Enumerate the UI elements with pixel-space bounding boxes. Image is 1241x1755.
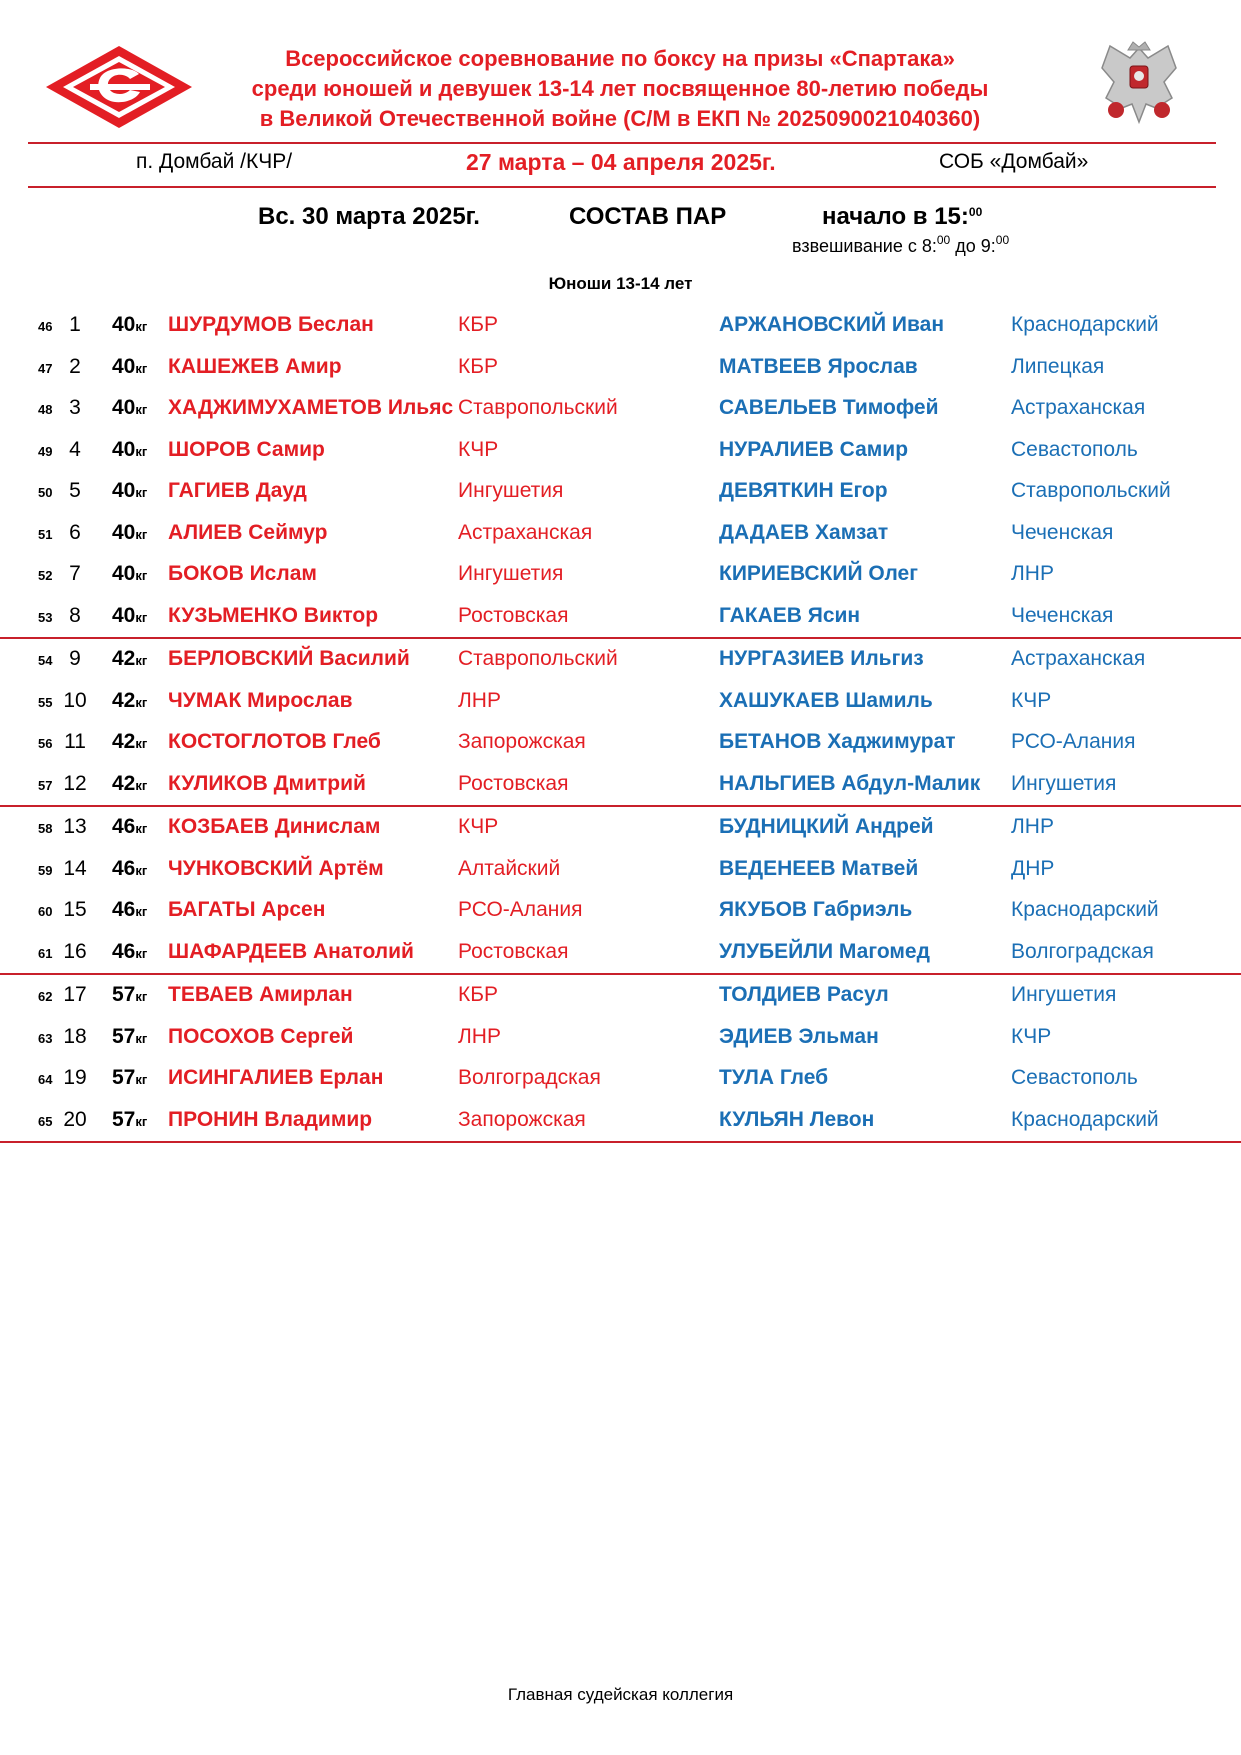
blue-corner-region: Краснодарский: [1011, 898, 1159, 921]
red-corner-region: КБР: [458, 983, 499, 1006]
bout-number: 11: [64, 730, 86, 753]
red-corner-region: Ставропольский: [458, 396, 618, 419]
red-corner-region: РСО-Алания: [458, 898, 583, 921]
blue-corner-region: Липецкая: [1011, 354, 1105, 378]
weight-unit: кг: [135, 904, 148, 919]
red-corner-name: КУЛИКОВ Дмитрий: [168, 771, 366, 795]
blue-corner-name: МАТВЕЕВ Ярослав: [719, 354, 918, 378]
weight-class: [112, 438, 147, 462]
red-corner-region: Ростовская: [458, 771, 569, 795]
bout-id: 54: [38, 653, 53, 668]
bout-row: [0, 1058, 1241, 1100]
red-corner-name: ШАФАРДЕЕВ Анатолий: [168, 939, 414, 963]
weight-value: 42: [112, 771, 136, 795]
blue-corner-name: НАЛЬГИЕВ Абдул-Малик: [719, 771, 981, 795]
weight-value: 42: [112, 688, 136, 712]
event-dates: 27 марта – 04 апреля 2025г.: [466, 149, 776, 175]
blue-corner-region: Краснодарский: [1011, 1107, 1159, 1131]
weight-unit: кг: [135, 945, 148, 961]
weight-value: 46: [112, 898, 136, 921]
weight-unit: кг: [135, 989, 148, 1004]
blue-corner-name: ЭДИЕВ Эльман: [719, 1024, 879, 1048]
bout-id: 61: [38, 945, 53, 961]
red-corner-name: КАШЕЖЕВ Амир: [168, 354, 342, 378]
weight-value: 40: [112, 603, 136, 627]
blue-corner-region: Ингушетия: [1011, 983, 1117, 1006]
red-corner-region: Ростовская: [458, 939, 569, 963]
red-corner-region: Ростовская: [458, 603, 569, 627]
red-corner-name: КУЗЬМЕНКО Виктор: [168, 603, 379, 627]
bout-row: [0, 471, 1241, 513]
blue-corner-region: Севастополь: [1011, 437, 1138, 461]
weight-class: [112, 1108, 147, 1132]
ministry-emblem: [1098, 38, 1180, 130]
blue-corner-region: Краснодарский: [1011, 313, 1159, 336]
bout-number: 2: [69, 354, 81, 378]
bout-number: 14: [63, 856, 87, 880]
blue-corner-region: Ингушетия: [1011, 771, 1117, 795]
title-line-1: Всероссийское соревнование по боксу на призы «Спартака»: [285, 46, 955, 71]
blue-corner-region: Астраханская: [1011, 647, 1146, 670]
bout-number: 10: [63, 688, 87, 712]
weight-unit: кг: [135, 609, 148, 625]
weight-class: [112, 983, 147, 1007]
blue-corner-name: АРЖАНОВСКИЙ Иван: [719, 313, 945, 336]
weight-value: 40: [112, 354, 136, 378]
weight-unit: кг: [135, 653, 148, 668]
weight-unit: кг: [135, 1030, 148, 1046]
location: п. Домбай /КЧР/: [136, 150, 293, 173]
weight-value: 40: [112, 562, 136, 585]
bout-number: 5: [69, 479, 81, 502]
weight-value: 57: [112, 1107, 136, 1131]
bout-id: 62: [38, 989, 53, 1004]
event-title: [190, 44, 1050, 134]
start-minutes: 00: [968, 205, 983, 219]
bout-number: 20: [63, 1107, 87, 1131]
weight-value: 57: [112, 983, 136, 1006]
bout-row: [0, 681, 1241, 723]
weight-unit: кг: [135, 736, 148, 751]
bout-id: 46: [38, 319, 53, 334]
bout-row: [0, 430, 1241, 472]
bout-number: 19: [63, 1066, 87, 1089]
red-corner-region: Ингушетия: [458, 562, 564, 585]
bout-number: 9: [69, 647, 81, 670]
footer: Главная судейская коллегия: [507, 1685, 734, 1704]
bout-id: 47: [38, 360, 53, 376]
bout-row: [0, 513, 1241, 555]
weigh-from-minutes: 00: [936, 233, 951, 247]
start-label: начало в 15:: [822, 203, 969, 230]
blue-corner-name: ЯКУБОВ Габриэль: [719, 898, 913, 921]
blue-corner-name: БУДНИЦКИЙ Андрей: [719, 815, 934, 838]
bout-row: [0, 932, 1241, 976]
red-corner-region: Ставропольский: [458, 647, 618, 670]
red-corner-name: БЕРЛОВСКИЙ Василий: [168, 647, 410, 670]
red-corner-name: КОСТОГЛОТОВ Глеб: [168, 730, 381, 753]
red-corner-name: ИСИНГАЛИЕВ Ерлан: [168, 1066, 384, 1089]
red-corner-region: Запорожская: [458, 730, 586, 753]
bout-id: 52: [38, 568, 53, 583]
session-heading: СОСТАВ ПАР: [569, 203, 727, 230]
blue-corner-name: НУРАЛИЕВ Самир: [719, 437, 909, 461]
weight-value: 40: [112, 396, 136, 419]
weight-value: 40: [112, 313, 136, 336]
blue-corner-region: КЧР: [1011, 688, 1052, 712]
red-corner-name: ЧУМАК Мирослав: [168, 688, 353, 712]
red-corner-name: КОЗБАЕВ Динислам: [168, 815, 381, 838]
red-corner-name: ШУРДУМОВ Беслан: [168, 313, 374, 336]
bout-row: [0, 554, 1241, 596]
blue-corner-name: УЛУБЕЙЛИ Магомед: [719, 939, 930, 963]
bout-row: [0, 764, 1241, 808]
weigh-to: до 9:: [950, 236, 996, 256]
weight-value: 42: [112, 730, 136, 753]
bout-row: [0, 1100, 1241, 1144]
title-line-3: в Великой Отечественной войне (С/М в ЕКП № 2025090021040360): [259, 106, 981, 131]
blue-corner-name: ВЕДЕНЕЕВ Матвей: [719, 856, 919, 880]
weight-class: [112, 940, 147, 964]
red-corner-name: ХАДЖИМУХАМЕТОВ Ильяс: [168, 396, 454, 419]
weight-value: 40: [112, 520, 136, 544]
bout-row: [0, 639, 1241, 681]
weight-value: 46: [112, 815, 136, 838]
weight-class: [112, 647, 147, 671]
blue-corner-name: ТУЛА Глеб: [719, 1066, 829, 1089]
red-corner-name: БОКОВ Ислам: [168, 562, 317, 585]
weight-class: [112, 772, 147, 796]
bout-id: 57: [38, 777, 53, 793]
weight-unit: кг: [135, 821, 148, 836]
bout-row: [0, 1017, 1241, 1059]
category-heading: Юноши 13-14 лет: [548, 274, 693, 293]
weight-class: [112, 689, 147, 713]
bout-number: 15: [63, 898, 87, 921]
weight-value: 46: [112, 856, 136, 880]
red-corner-name: ТЕВАЕВ Амирлан: [168, 983, 353, 1006]
blue-corner-name: БЕТАНОВ Хаджимурат: [719, 730, 956, 753]
weight-class: [112, 898, 147, 922]
bout-row: [0, 849, 1241, 891]
blue-corner-name: ДАДАЕВ Хамзат: [719, 520, 889, 544]
bout-number: 13: [63, 815, 87, 838]
blue-corner-name: КУЛЬЯН Левон: [719, 1107, 875, 1131]
bout-id: 59: [38, 862, 53, 878]
red-corner-name: ЧУНКОВСКИЙ Артём: [168, 856, 384, 880]
blue-corner-region: Астраханская: [1011, 396, 1146, 419]
red-corner-name: ПОСОХОВ Сергей: [168, 1024, 354, 1048]
blue-corner-name: ХАШУКАЕВ Шамиль: [719, 688, 933, 712]
weight-value: 42: [112, 647, 136, 670]
weigh-in-time: [792, 233, 1010, 257]
weight-class: [112, 479, 147, 503]
blue-corner-name: ТОЛДИЕВ Расул: [719, 983, 889, 1006]
bout-id: 65: [38, 1113, 53, 1129]
weight-unit: кг: [135, 360, 148, 376]
blue-corner-region: Чеченская: [1011, 520, 1114, 544]
bout-number: 18: [63, 1024, 87, 1048]
red-corner-region: ЛНР: [458, 1024, 501, 1048]
weight-unit: кг: [135, 777, 148, 793]
bout-row: [0, 305, 1241, 347]
bout-number: 1: [69, 313, 81, 336]
bouts-table: [0, 305, 1241, 1143]
weight-class: [112, 313, 147, 337]
red-corner-region: КЧР: [458, 815, 499, 838]
red-corner-region: КБР: [458, 313, 499, 336]
weight-value: 57: [112, 1066, 136, 1089]
blue-corner-name: НУРГАЗИЕВ Ильгиз: [719, 647, 924, 670]
bout-number: 16: [63, 939, 87, 963]
bout-id: 50: [38, 485, 53, 500]
weight-unit: кг: [135, 694, 148, 710]
blue-corner-name: ГАКАЕВ Ясин: [719, 603, 861, 627]
bout-number: 12: [63, 771, 87, 795]
bout-number: 4: [69, 437, 81, 461]
weight-class: [112, 1025, 147, 1049]
blue-corner-region: Севастополь: [1011, 1066, 1138, 1089]
blue-corner-region: Ставропольский: [1011, 479, 1171, 502]
blue-corner-region: Волгоградская: [1011, 939, 1154, 963]
weight-class: [112, 396, 147, 420]
weight-class: [112, 857, 147, 881]
blue-corner-name: САВЕЛЬЕВ Тимофей: [719, 396, 939, 419]
weight-unit: кг: [135, 319, 148, 334]
weight-value: 46: [112, 939, 136, 963]
blue-corner-region: РСО-Алания: [1011, 730, 1136, 753]
venue: СОБ «Домбай»: [939, 150, 1089, 173]
bout-id: 48: [38, 402, 53, 417]
red-corner-region: Алтайский: [458, 856, 561, 880]
spartak-logo: [44, 44, 194, 130]
weight-class: [112, 562, 147, 586]
weight-unit: кг: [135, 443, 148, 459]
weight-unit: кг: [135, 1113, 148, 1129]
bout-id: 58: [38, 821, 53, 836]
weight-class: [112, 355, 147, 379]
weight-class: [112, 521, 147, 545]
red-corner-name: ГАГИЕВ Дауд: [168, 479, 307, 502]
bout-row: [0, 807, 1241, 849]
red-corner-region: КБР: [458, 354, 499, 378]
bout-row: [0, 890, 1241, 932]
weight-unit: кг: [135, 526, 148, 542]
blue-corner-region: Чеченская: [1011, 603, 1114, 627]
weight-class: [112, 730, 147, 754]
bout-number: 3: [69, 396, 81, 419]
red-corner-name: ШОРОВ Самир: [168, 437, 325, 461]
red-corner-name: ПРОНИН Владимир: [168, 1107, 373, 1131]
blue-corner-region: КЧР: [1011, 1024, 1052, 1048]
weight-unit: кг: [135, 568, 148, 583]
red-corner-region: Ингушетия: [458, 479, 564, 502]
bout-id: 55: [38, 694, 53, 710]
session-day: Вс. 30 марта 2025г.: [258, 203, 480, 230]
blue-corner-region: ЛНР: [1011, 562, 1054, 585]
red-corner-region: КЧР: [458, 437, 499, 461]
weigh-to-minutes: 00: [995, 233, 1010, 247]
red-corner-region: ЛНР: [458, 688, 501, 712]
weight-unit: кг: [135, 485, 148, 500]
bout-id: 60: [38, 904, 53, 919]
bout-id: 56: [38, 736, 53, 751]
bout-id: 64: [38, 1072, 53, 1087]
bout-number: 7: [69, 562, 81, 585]
bout-id: 63: [38, 1030, 53, 1046]
red-corner-region: Запорожская: [458, 1107, 586, 1131]
bout-id: 49: [38, 443, 53, 459]
bout-id: 53: [38, 609, 53, 625]
red-corner-region: Волгоградская: [458, 1066, 601, 1089]
weigh-label: взвешивание с 8:: [792, 236, 937, 256]
weight-class: [112, 604, 147, 628]
weight-unit: кг: [135, 402, 148, 417]
bout-row: [0, 347, 1241, 389]
weight-value: 40: [112, 479, 136, 502]
header-rule-bottom: [28, 186, 1216, 188]
blue-corner-name: ДЕВЯТКИН Егор: [719, 479, 888, 502]
blue-corner-region: ДНР: [1011, 856, 1055, 880]
start-time: [822, 203, 982, 231]
bout-row: [0, 722, 1241, 764]
bout-number: 6: [69, 520, 81, 544]
title-line-2: среди юношей и девушек 13-14 лет посвященное 80-летию победы: [251, 76, 989, 101]
weight-unit: кг: [135, 1072, 148, 1087]
bout-row: [0, 388, 1241, 430]
weight-class: [112, 1066, 147, 1090]
weight-value: 57: [112, 1024, 136, 1048]
bout-number: 17: [63, 983, 87, 1006]
bout-id: 51: [38, 526, 53, 542]
bout-number: 8: [69, 603, 81, 627]
red-corner-region: Астраханская: [458, 520, 593, 544]
blue-corner-name: КИРИЕВСКИЙ Олег: [719, 562, 918, 585]
bout-row: [0, 975, 1241, 1017]
weight-unit: кг: [135, 862, 148, 878]
weight-value: 40: [112, 437, 136, 461]
weight-class: [112, 815, 147, 839]
blue-corner-region: ЛНР: [1011, 815, 1054, 838]
red-corner-name: БАГАТЫ Арсен: [168, 898, 326, 921]
red-corner-name: АЛИЕВ Сеймур: [168, 520, 328, 544]
bout-row: [0, 596, 1241, 640]
header-rule-top: [28, 142, 1216, 144]
